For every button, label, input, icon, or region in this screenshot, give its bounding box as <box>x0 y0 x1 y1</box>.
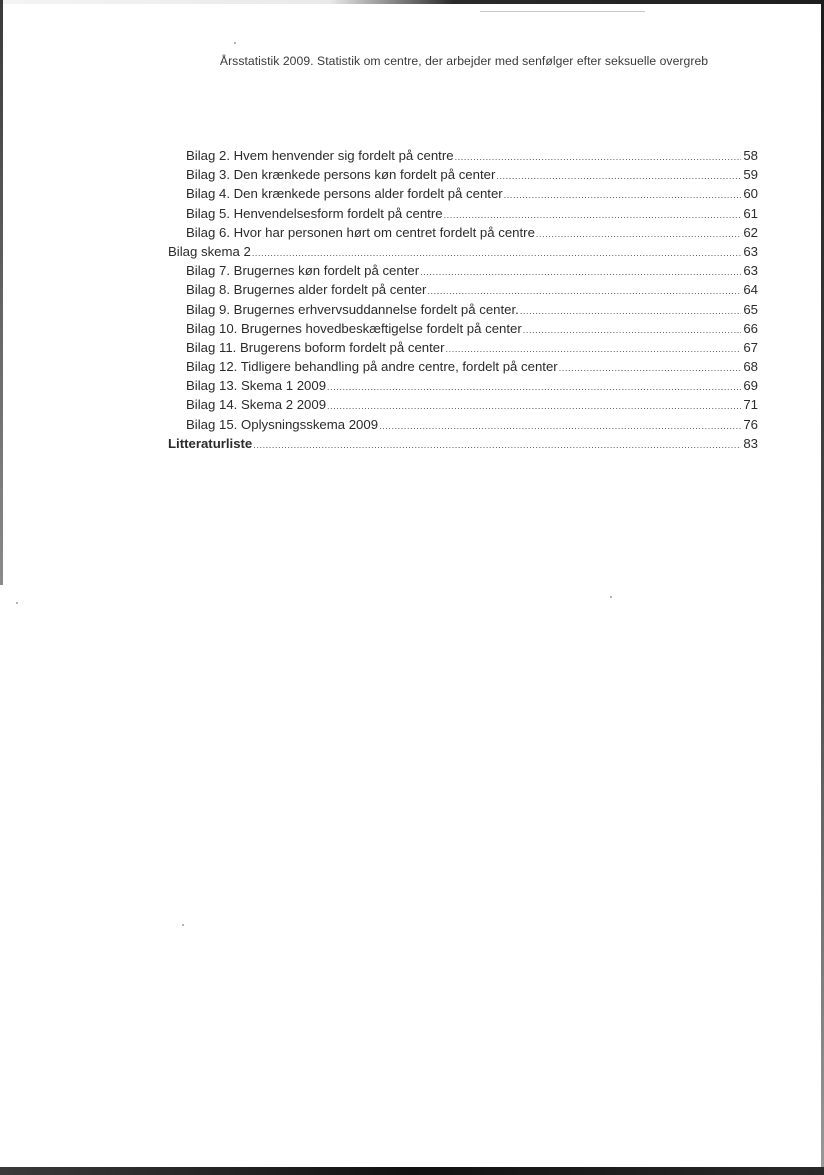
toc-dot-leader <box>327 378 741 397</box>
toc-entry[interactable] <box>168 223 758 242</box>
toc-dot-leader <box>559 359 742 378</box>
toc-entry[interactable] <box>168 300 758 319</box>
toc-entry-page-number: 58 <box>743 148 758 163</box>
toc-entry-page-number: 60 <box>743 186 758 202</box>
toc-entry-title: Bilag 2. Hvem henvender sig fordelt på centre <box>186 148 454 163</box>
toc-entry-title: Litteraturliste <box>168 435 253 451</box>
toc-entry[interactable] <box>168 146 758 165</box>
toc-dot-leader <box>504 186 742 205</box>
toc-dot-leader <box>496 167 741 186</box>
scan-top-line <box>480 11 645 12</box>
toc-entry-page-number: 64 <box>743 282 758 298</box>
toc-entry-page-number: 71 <box>743 397 758 413</box>
toc-entry-title: Bilag 7. Brugernes køn fordelt på center <box>186 263 420 279</box>
toc-dot-leader <box>327 397 741 416</box>
toc-entry-title: Bilag 6. Hvor har personen hørt om centret fordelt på centre <box>186 224 535 240</box>
toc-entry[interactable] <box>168 376 758 395</box>
toc-dot-leader <box>253 436 741 455</box>
toc-entry-page-number: 62 <box>743 224 758 240</box>
toc-entry-title: Bilag 13. Skema 1 2009 <box>186 378 327 394</box>
toc-entry-page-number: 67 <box>743 339 758 355</box>
scan-left-edge <box>0 0 3 585</box>
toc-entry-page-number: 63 <box>743 243 758 259</box>
toc-entry-title: Bilag 12. Tidligere behandling på andre centre, fordelt på center <box>186 359 558 375</box>
scan-bottom-edge <box>0 1167 824 1175</box>
toc-entry-title: Bilag 15. Oplysningsskema 2009 <box>186 416 379 432</box>
toc-dot-leader <box>520 302 742 321</box>
toc-entry-page-number: 63 <box>743 263 758 279</box>
toc-entry-page-number: 69 <box>743 378 758 394</box>
scan-speck <box>610 596 612 598</box>
toc-dot-leader <box>379 417 741 436</box>
scan-top-edge <box>0 0 824 4</box>
toc-entry[interactable] <box>168 357 758 376</box>
toc-dot-leader <box>455 148 742 167</box>
toc-entry[interactable] <box>168 261 758 280</box>
toc-entry-page-number: 59 <box>743 167 758 183</box>
toc-entry-title: Bilag 11. Brugerens boform fordelt på center <box>186 339 445 355</box>
toc-entry[interactable] <box>168 395 758 414</box>
toc-entry[interactable] <box>168 338 758 357</box>
toc-entry-title: Bilag skema 2 <box>168 243 251 259</box>
toc-entry-title: Bilag 14. Skema 2 2009 <box>186 397 327 413</box>
scan-speck <box>16 602 18 604</box>
toc-entry[interactable] <box>168 434 758 453</box>
scan-speck <box>234 42 236 44</box>
toc-entry-title: Bilag 10. Brugernes hovedbeskæftigelse fordelt på center <box>186 320 522 336</box>
toc-entry[interactable] <box>168 415 758 434</box>
toc-entry-page-number: 76 <box>743 416 758 432</box>
toc-dot-leader <box>420 263 741 282</box>
toc-entry-page-number: 65 <box>743 301 758 317</box>
toc-entry-title: Bilag 8. Brugernes alder fordelt på center <box>186 282 427 298</box>
toc-entry-title: Bilag 4. Den krænkede persons alder fordelt på center <box>186 186 503 202</box>
running-header: Årsstatistik 2009. Statistik om centre, der arbejder med senfølger efter seksuelle overgreb <box>219 54 709 68</box>
toc-entry-title: Bilag 3. Den krænkede persons køn fordelt på center <box>186 167 496 183</box>
toc-entry-title: Bilag 9. Brugernes erhvervsuddannelse fordelt på center. <box>186 301 519 317</box>
toc-dot-leader <box>523 321 742 340</box>
table-of-contents <box>168 146 758 453</box>
toc-entry[interactable] <box>168 204 758 223</box>
toc-entry[interactable] <box>168 280 758 299</box>
toc-entry[interactable] <box>168 184 758 203</box>
toc-dot-leader <box>536 225 741 244</box>
scan-speck <box>182 924 184 926</box>
toc-entry[interactable] <box>168 242 758 261</box>
toc-entry[interactable] <box>168 165 758 184</box>
toc-entry-page-number: 61 <box>743 205 758 221</box>
toc-entry-page-number: 83 <box>743 435 758 451</box>
toc-entry-page-number: 66 <box>743 320 758 336</box>
toc-entry-page-number: 68 <box>743 359 758 375</box>
toc-entry-title: Bilag 5. Henvendelsesform fordelt på centre <box>186 205 443 221</box>
toc-entry[interactable] <box>168 319 758 338</box>
